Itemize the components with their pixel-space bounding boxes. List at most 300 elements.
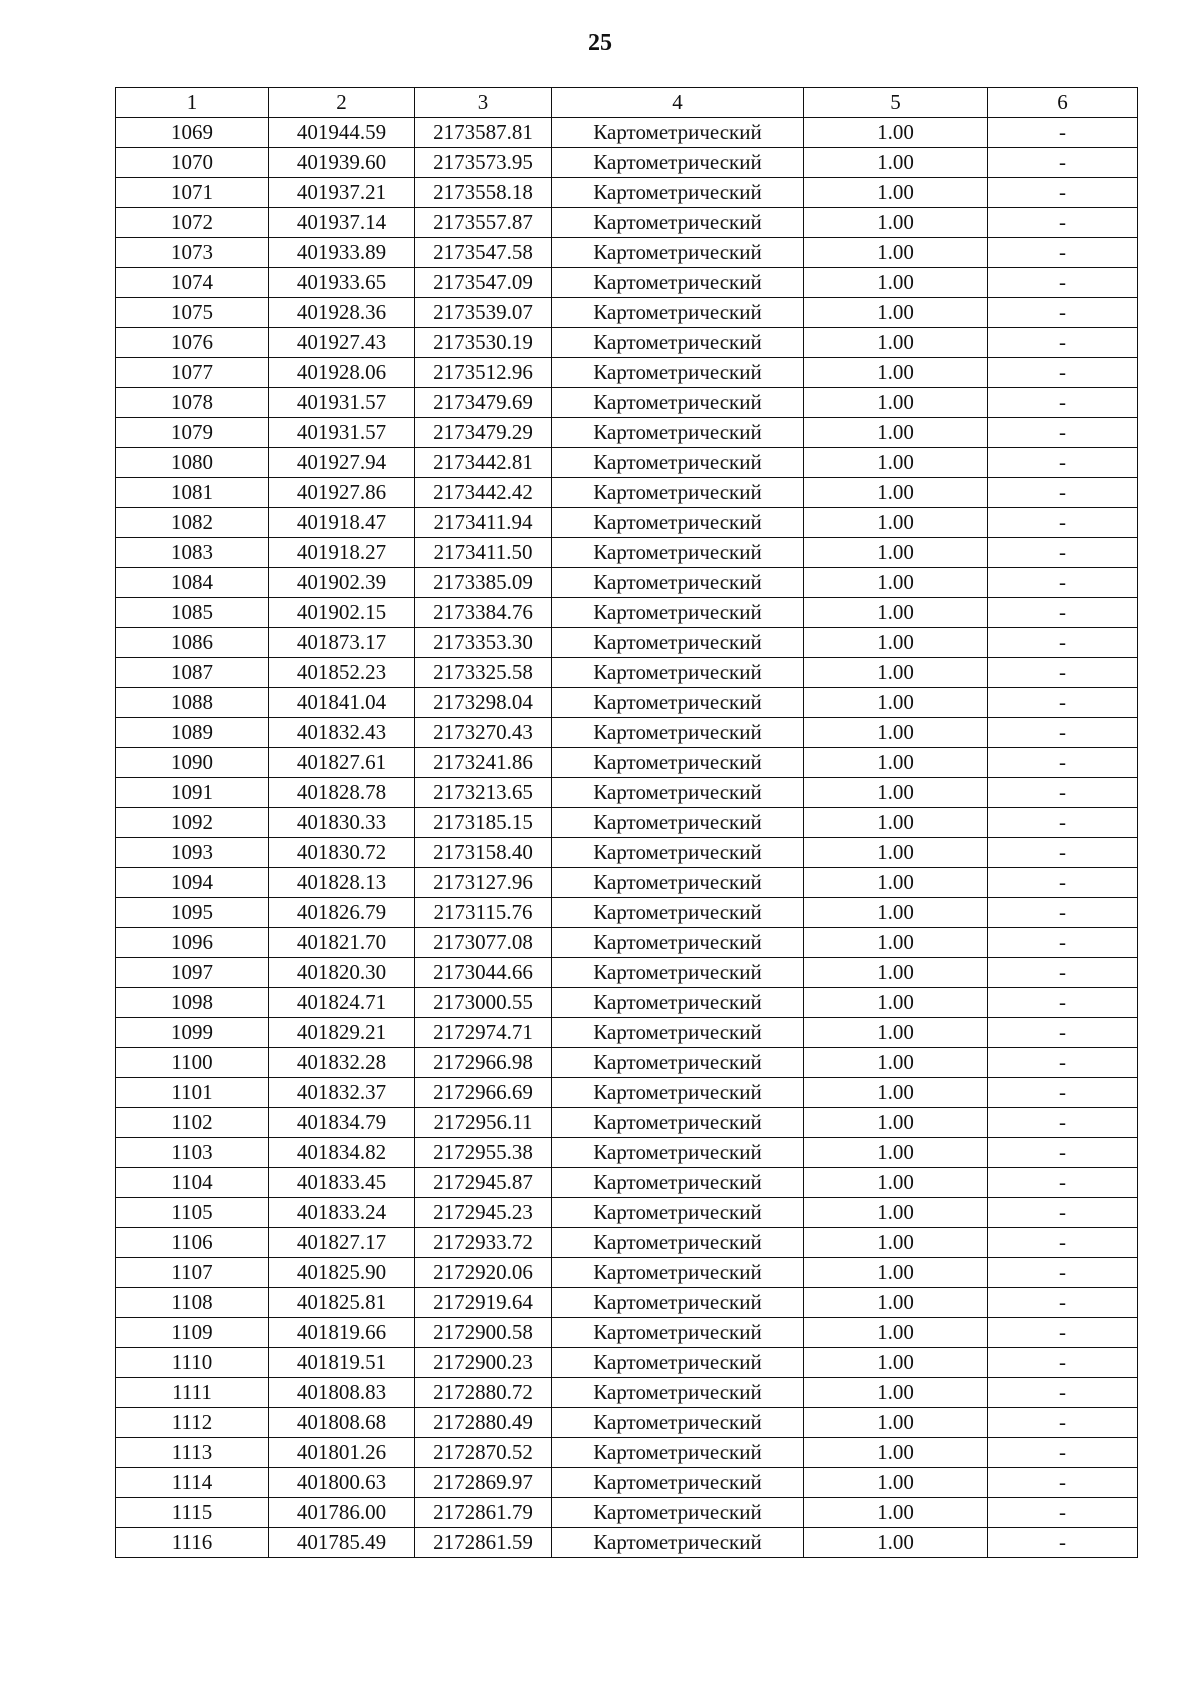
- y-coordinate-cell: 2173213.65: [415, 778, 552, 808]
- point-number-cell: 1081: [116, 478, 269, 508]
- table-row: [116, 1078, 1138, 1108]
- table-row: [116, 478, 1138, 508]
- table-row: [116, 1408, 1138, 1438]
- x-coordinate-cell: 401786.00: [269, 1498, 415, 1528]
- method-cell: Картометрический: [552, 328, 804, 358]
- x-coordinate-cell: 401833.24: [269, 1198, 415, 1228]
- y-coordinate-cell: 2173127.96: [415, 868, 552, 898]
- accuracy-cell: 1.00: [804, 658, 988, 688]
- point-number-cell: 1102: [116, 1108, 269, 1138]
- accuracy-cell: 1.00: [804, 208, 988, 238]
- description-cell: -: [988, 868, 1138, 898]
- x-coordinate-cell: 401937.14: [269, 208, 415, 238]
- y-coordinate-cell: 2172900.58: [415, 1318, 552, 1348]
- description-cell: -: [988, 1078, 1138, 1108]
- y-coordinate-cell: 2172945.23: [415, 1198, 552, 1228]
- x-coordinate-cell: 401785.49: [269, 1528, 415, 1558]
- x-coordinate-cell: 401933.65: [269, 268, 415, 298]
- table-row: [116, 658, 1138, 688]
- description-cell: -: [988, 1168, 1138, 1198]
- accuracy-cell: 1.00: [804, 478, 988, 508]
- method-cell: Картометрический: [552, 838, 804, 868]
- accuracy-cell: 1.00: [804, 298, 988, 328]
- point-number-cell: 1087: [116, 658, 269, 688]
- point-number-cell: 1076: [116, 328, 269, 358]
- method-cell: Картометрический: [552, 988, 804, 1018]
- method-cell: Картометрический: [552, 928, 804, 958]
- accuracy-cell: 1.00: [804, 808, 988, 838]
- table-row: [116, 538, 1138, 568]
- description-cell: -: [988, 1138, 1138, 1168]
- accuracy-cell: 1.00: [804, 748, 988, 778]
- method-cell: Картометрический: [552, 1048, 804, 1078]
- table-row: [116, 1528, 1138, 1558]
- table-row: [116, 568, 1138, 598]
- description-cell: -: [988, 598, 1138, 628]
- point-number-cell: 1111: [116, 1378, 269, 1408]
- column-header: 4: [552, 88, 804, 118]
- method-cell: Картометрический: [552, 238, 804, 268]
- method-cell: Картометрический: [552, 778, 804, 808]
- y-coordinate-cell: 2173479.69: [415, 388, 552, 418]
- method-cell: Картометрический: [552, 418, 804, 448]
- description-cell: -: [988, 358, 1138, 388]
- table-row: [116, 1198, 1138, 1228]
- x-coordinate-cell: 401873.17: [269, 628, 415, 658]
- point-number-cell: 1085: [116, 598, 269, 628]
- description-cell: -: [988, 988, 1138, 1018]
- description-cell: -: [988, 1018, 1138, 1048]
- y-coordinate-cell: 2172920.06: [415, 1258, 552, 1288]
- y-coordinate-cell: 2173411.50: [415, 538, 552, 568]
- description-cell: -: [988, 748, 1138, 778]
- point-number-cell: 1073: [116, 238, 269, 268]
- point-number-cell: 1112: [116, 1408, 269, 1438]
- accuracy-cell: 1.00: [804, 1078, 988, 1108]
- description-cell: -: [988, 388, 1138, 418]
- x-coordinate-cell: 401931.57: [269, 418, 415, 448]
- description-cell: -: [988, 778, 1138, 808]
- table-row: [116, 868, 1138, 898]
- description-cell: -: [988, 178, 1138, 208]
- accuracy-cell: 1.00: [804, 1408, 988, 1438]
- description-cell: -: [988, 538, 1138, 568]
- point-number-cell: 1114: [116, 1468, 269, 1498]
- accuracy-cell: 1.00: [804, 568, 988, 598]
- y-coordinate-cell: 2172880.49: [415, 1408, 552, 1438]
- table-row: [116, 838, 1138, 868]
- y-coordinate-cell: 2172945.87: [415, 1168, 552, 1198]
- x-coordinate-cell: 401819.51: [269, 1348, 415, 1378]
- table-row: [116, 928, 1138, 958]
- table-row: [116, 178, 1138, 208]
- description-cell: -: [988, 1198, 1138, 1228]
- point-number-cell: 1113: [116, 1438, 269, 1468]
- point-number-cell: 1115: [116, 1498, 269, 1528]
- y-coordinate-cell: 2173158.40: [415, 838, 552, 868]
- accuracy-cell: 1.00: [804, 388, 988, 418]
- method-cell: Картометрический: [552, 478, 804, 508]
- method-cell: Картометрический: [552, 1378, 804, 1408]
- point-number-cell: 1100: [116, 1048, 269, 1078]
- accuracy-cell: 1.00: [804, 538, 988, 568]
- method-cell: Картометрический: [552, 388, 804, 418]
- method-cell: Картометрический: [552, 628, 804, 658]
- point-number-cell: 1074: [116, 268, 269, 298]
- method-cell: Картометрический: [552, 568, 804, 598]
- description-cell: -: [988, 1528, 1138, 1558]
- point-number-cell: 1090: [116, 748, 269, 778]
- x-coordinate-cell: 401825.81: [269, 1288, 415, 1318]
- point-number-cell: 1084: [116, 568, 269, 598]
- description-cell: -: [988, 148, 1138, 178]
- y-coordinate-cell: 2173530.19: [415, 328, 552, 358]
- point-number-cell: 1075: [116, 298, 269, 328]
- point-number-cell: 1108: [116, 1288, 269, 1318]
- method-cell: Картометрический: [552, 1198, 804, 1228]
- point-number-cell: 1086: [116, 628, 269, 658]
- accuracy-cell: 1.00: [804, 688, 988, 718]
- y-coordinate-cell: 2172870.52: [415, 1438, 552, 1468]
- description-cell: -: [988, 478, 1138, 508]
- x-coordinate-cell: 401819.66: [269, 1318, 415, 1348]
- point-number-cell: 1096: [116, 928, 269, 958]
- point-number-cell: 1098: [116, 988, 269, 1018]
- method-cell: Картометрический: [552, 118, 804, 148]
- x-coordinate-cell: 401832.43: [269, 718, 415, 748]
- method-cell: Картометрический: [552, 208, 804, 238]
- x-coordinate-cell: 401933.89: [269, 238, 415, 268]
- description-cell: -: [988, 1108, 1138, 1138]
- accuracy-cell: 1.00: [804, 448, 988, 478]
- point-number-cell: 1088: [116, 688, 269, 718]
- y-coordinate-cell: 2172966.69: [415, 1078, 552, 1108]
- table-row: [116, 1048, 1138, 1078]
- table-row: [116, 1498, 1138, 1528]
- accuracy-cell: 1.00: [804, 898, 988, 928]
- accuracy-cell: 1.00: [804, 268, 988, 298]
- accuracy-cell: 1.00: [804, 868, 988, 898]
- table-row: [116, 628, 1138, 658]
- description-cell: -: [988, 628, 1138, 658]
- point-number-cell: 1089: [116, 718, 269, 748]
- accuracy-cell: 1.00: [804, 988, 988, 1018]
- x-coordinate-cell: 401937.21: [269, 178, 415, 208]
- table-row: [116, 1288, 1138, 1318]
- accuracy-cell: 1.00: [804, 118, 988, 148]
- x-coordinate-cell: 401852.23: [269, 658, 415, 688]
- accuracy-cell: 1.00: [804, 1138, 988, 1168]
- y-coordinate-cell: 2173558.18: [415, 178, 552, 208]
- y-coordinate-cell: 2173557.87: [415, 208, 552, 238]
- description-cell: -: [988, 1348, 1138, 1378]
- method-cell: Картометрический: [552, 1348, 804, 1378]
- table-row: [116, 358, 1138, 388]
- table-row: [116, 958, 1138, 988]
- description-cell: -: [988, 418, 1138, 448]
- table-row: [116, 148, 1138, 178]
- method-cell: Картометрический: [552, 958, 804, 988]
- table-row: [116, 418, 1138, 448]
- method-cell: Картометрический: [552, 1018, 804, 1048]
- method-cell: Картометрический: [552, 898, 804, 928]
- table-row: [116, 718, 1138, 748]
- point-number-cell: 1107: [116, 1258, 269, 1288]
- x-coordinate-cell: 401826.79: [269, 898, 415, 928]
- table-row: [116, 388, 1138, 418]
- accuracy-cell: 1.00: [804, 1468, 988, 1498]
- method-cell: Картометрический: [552, 1498, 804, 1528]
- x-coordinate-cell: 401825.90: [269, 1258, 415, 1288]
- point-number-cell: 1093: [116, 838, 269, 868]
- coordinates-table: [115, 87, 1138, 1558]
- accuracy-cell: 1.00: [804, 1348, 988, 1378]
- accuracy-cell: 1.00: [804, 838, 988, 868]
- point-number-cell: 1078: [116, 388, 269, 418]
- accuracy-cell: 1.00: [804, 778, 988, 808]
- description-cell: -: [988, 448, 1138, 478]
- accuracy-cell: 1.00: [804, 1288, 988, 1318]
- table-row: [116, 268, 1138, 298]
- description-cell: -: [988, 238, 1138, 268]
- column-header: 3: [415, 88, 552, 118]
- point-number-cell: 1116: [116, 1528, 269, 1558]
- x-coordinate-cell: 401918.47: [269, 508, 415, 538]
- x-coordinate-cell: 401927.43: [269, 328, 415, 358]
- point-number-cell: 1103: [116, 1138, 269, 1168]
- y-coordinate-cell: 2172880.72: [415, 1378, 552, 1408]
- method-cell: Картометрический: [552, 748, 804, 778]
- table-body: [116, 118, 1138, 1558]
- method-cell: Картометрический: [552, 538, 804, 568]
- y-coordinate-cell: 2173479.29: [415, 418, 552, 448]
- x-coordinate-cell: 401939.60: [269, 148, 415, 178]
- point-number-cell: 1105: [116, 1198, 269, 1228]
- table-row: [116, 1108, 1138, 1138]
- x-coordinate-cell: 401801.26: [269, 1438, 415, 1468]
- x-coordinate-cell: 401832.37: [269, 1078, 415, 1108]
- y-coordinate-cell: 2172966.98: [415, 1048, 552, 1078]
- accuracy-cell: 1.00: [804, 1258, 988, 1288]
- table-row: [116, 1438, 1138, 1468]
- x-coordinate-cell: 401821.70: [269, 928, 415, 958]
- x-coordinate-cell: 401918.27: [269, 538, 415, 568]
- method-cell: Картометрический: [552, 1318, 804, 1348]
- table-row: [116, 208, 1138, 238]
- point-number-cell: 1069: [116, 118, 269, 148]
- x-coordinate-cell: 401833.45: [269, 1168, 415, 1198]
- method-cell: Картометрический: [552, 358, 804, 388]
- x-coordinate-cell: 401827.61: [269, 748, 415, 778]
- y-coordinate-cell: 2173077.08: [415, 928, 552, 958]
- method-cell: Картометрический: [552, 448, 804, 478]
- description-cell: -: [988, 1498, 1138, 1528]
- x-coordinate-cell: 401927.94: [269, 448, 415, 478]
- table-row: [116, 898, 1138, 928]
- accuracy-cell: 1.00: [804, 1528, 988, 1558]
- table-row: [116, 328, 1138, 358]
- description-cell: -: [988, 298, 1138, 328]
- y-coordinate-cell: 2173442.42: [415, 478, 552, 508]
- accuracy-cell: 1.00: [804, 1378, 988, 1408]
- accuracy-cell: 1.00: [804, 628, 988, 658]
- accuracy-cell: 1.00: [804, 1108, 988, 1138]
- accuracy-cell: 1.00: [804, 358, 988, 388]
- point-number-cell: 1097: [116, 958, 269, 988]
- method-cell: Картометрический: [552, 658, 804, 688]
- x-coordinate-cell: 401808.83: [269, 1378, 415, 1408]
- method-cell: Картометрический: [552, 1288, 804, 1318]
- description-cell: -: [988, 1438, 1138, 1468]
- method-cell: Картометрический: [552, 298, 804, 328]
- x-coordinate-cell: 401830.72: [269, 838, 415, 868]
- table-row: [116, 1378, 1138, 1408]
- y-coordinate-cell: 2172956.11: [415, 1108, 552, 1138]
- method-cell: Картометрический: [552, 1108, 804, 1138]
- column-header: 2: [269, 88, 415, 118]
- y-coordinate-cell: 2173539.07: [415, 298, 552, 328]
- x-coordinate-cell: 401902.39: [269, 568, 415, 598]
- table-row: [116, 748, 1138, 778]
- table-row: [116, 778, 1138, 808]
- point-number-cell: 1071: [116, 178, 269, 208]
- accuracy-cell: 1.00: [804, 1048, 988, 1078]
- x-coordinate-cell: 401828.78: [269, 778, 415, 808]
- method-cell: Картометрический: [552, 598, 804, 628]
- point-number-cell: 1072: [116, 208, 269, 238]
- point-number-cell: 1099: [116, 1018, 269, 1048]
- y-coordinate-cell: 2173573.95: [415, 148, 552, 178]
- description-cell: -: [988, 1468, 1138, 1498]
- table-row: [116, 448, 1138, 478]
- description-cell: -: [988, 1378, 1138, 1408]
- accuracy-cell: 1.00: [804, 238, 988, 268]
- column-header: 6: [988, 88, 1138, 118]
- description-cell: -: [988, 1258, 1138, 1288]
- description-cell: -: [988, 1318, 1138, 1348]
- table-row: [116, 1318, 1138, 1348]
- point-number-cell: 1101: [116, 1078, 269, 1108]
- x-coordinate-cell: 401834.82: [269, 1138, 415, 1168]
- y-coordinate-cell: 2172974.71: [415, 1018, 552, 1048]
- method-cell: Картометрический: [552, 868, 804, 898]
- x-coordinate-cell: 401944.59: [269, 118, 415, 148]
- y-coordinate-cell: 2173325.58: [415, 658, 552, 688]
- point-number-cell: 1070: [116, 148, 269, 178]
- description-cell: -: [988, 958, 1138, 988]
- method-cell: Картометрический: [552, 1138, 804, 1168]
- column-header: 1: [116, 88, 269, 118]
- method-cell: Картометрический: [552, 1168, 804, 1198]
- y-coordinate-cell: 2172900.23: [415, 1348, 552, 1378]
- y-coordinate-cell: 2172861.59: [415, 1528, 552, 1558]
- x-coordinate-cell: 401808.68: [269, 1408, 415, 1438]
- x-coordinate-cell: 401800.63: [269, 1468, 415, 1498]
- y-coordinate-cell: 2173385.09: [415, 568, 552, 598]
- y-coordinate-cell: 2173241.86: [415, 748, 552, 778]
- description-cell: -: [988, 718, 1138, 748]
- accuracy-cell: 1.00: [804, 1198, 988, 1228]
- x-coordinate-cell: 401824.71: [269, 988, 415, 1018]
- table-row: [116, 1468, 1138, 1498]
- table-row: [116, 298, 1138, 328]
- method-cell: Картометрический: [552, 808, 804, 838]
- description-cell: -: [988, 898, 1138, 928]
- point-number-cell: 1083: [116, 538, 269, 568]
- accuracy-cell: 1.00: [804, 1018, 988, 1048]
- point-number-cell: 1080: [116, 448, 269, 478]
- description-cell: -: [988, 838, 1138, 868]
- point-number-cell: 1094: [116, 868, 269, 898]
- description-cell: -: [988, 568, 1138, 598]
- accuracy-cell: 1.00: [804, 418, 988, 448]
- page-number: 25: [588, 30, 612, 56]
- method-cell: Картометрический: [552, 718, 804, 748]
- accuracy-cell: 1.00: [804, 1318, 988, 1348]
- table-row: [116, 598, 1138, 628]
- table-row: [116, 118, 1138, 148]
- x-coordinate-cell: 401931.57: [269, 388, 415, 418]
- x-coordinate-cell: 401830.33: [269, 808, 415, 838]
- description-cell: -: [988, 1288, 1138, 1318]
- description-cell: -: [988, 208, 1138, 238]
- y-coordinate-cell: 2173547.09: [415, 268, 552, 298]
- method-cell: Картометрический: [552, 1468, 804, 1498]
- method-cell: Картометрический: [552, 1228, 804, 1258]
- point-number-cell: 1079: [116, 418, 269, 448]
- point-number-cell: 1106: [116, 1228, 269, 1258]
- point-number-cell: 1077: [116, 358, 269, 388]
- y-coordinate-cell: 2173000.55: [415, 988, 552, 1018]
- method-cell: Картометрический: [552, 1078, 804, 1108]
- x-coordinate-cell: 401928.06: [269, 358, 415, 388]
- y-coordinate-cell: 2173587.81: [415, 118, 552, 148]
- y-coordinate-cell: 2173185.15: [415, 808, 552, 838]
- description-cell: -: [988, 688, 1138, 718]
- point-number-cell: 1091: [116, 778, 269, 808]
- y-coordinate-cell: 2173298.04: [415, 688, 552, 718]
- point-number-cell: 1082: [116, 508, 269, 538]
- table-header-row: [116, 88, 1138, 118]
- table-row: [116, 988, 1138, 1018]
- description-cell: -: [988, 1048, 1138, 1078]
- description-cell: -: [988, 118, 1138, 148]
- accuracy-cell: 1.00: [804, 1228, 988, 1258]
- y-coordinate-cell: 2172861.79: [415, 1498, 552, 1528]
- y-coordinate-cell: 2173115.76: [415, 898, 552, 928]
- accuracy-cell: 1.00: [804, 328, 988, 358]
- description-cell: -: [988, 928, 1138, 958]
- table-row: [116, 808, 1138, 838]
- accuracy-cell: 1.00: [804, 958, 988, 988]
- y-coordinate-cell: 2173547.58: [415, 238, 552, 268]
- accuracy-cell: 1.00: [804, 1438, 988, 1468]
- table-row: [116, 508, 1138, 538]
- x-coordinate-cell: 401834.79: [269, 1108, 415, 1138]
- method-cell: Картометрический: [552, 688, 804, 718]
- x-coordinate-cell: 401827.17: [269, 1228, 415, 1258]
- table-row: [116, 1348, 1138, 1378]
- method-cell: Картометрический: [552, 148, 804, 178]
- description-cell: -: [988, 1228, 1138, 1258]
- description-cell: -: [988, 508, 1138, 538]
- x-coordinate-cell: 401928.36: [269, 298, 415, 328]
- method-cell: Картометрический: [552, 1528, 804, 1558]
- table-row: [116, 1018, 1138, 1048]
- table-row: [116, 1258, 1138, 1288]
- method-cell: Картометрический: [552, 1408, 804, 1438]
- y-coordinate-cell: 2172933.72: [415, 1228, 552, 1258]
